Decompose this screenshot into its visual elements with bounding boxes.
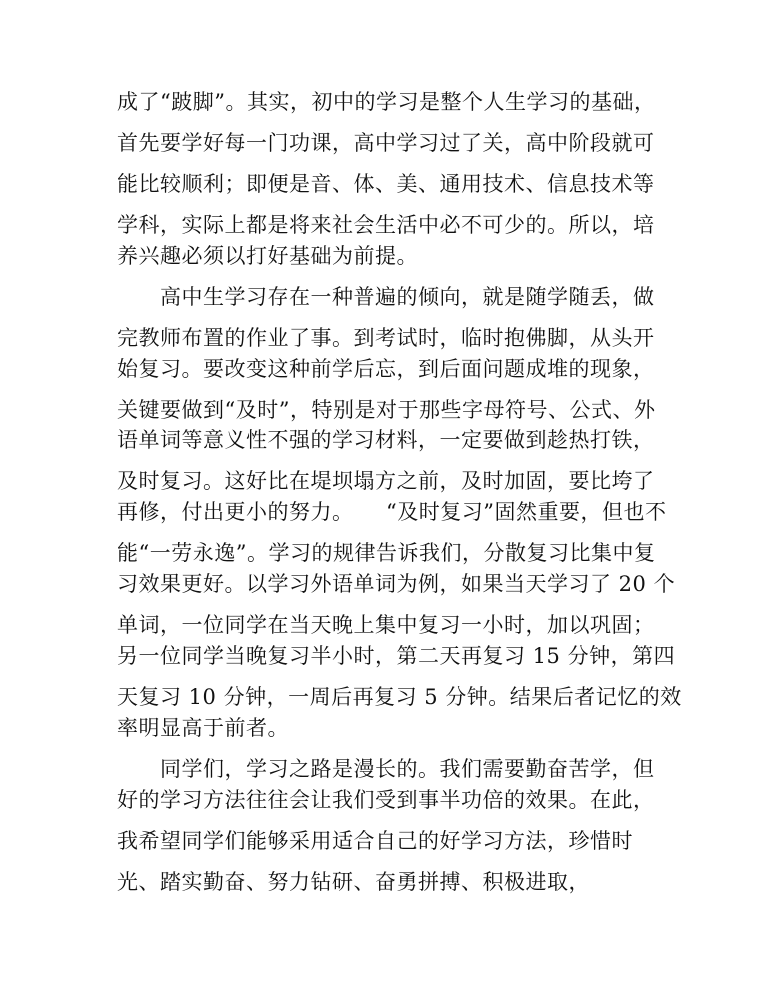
text-line: 光、踏实勤奋、努力钻研、奋勇拼搏、积极进取， [117,870,590,894]
paragraph-start-line: 高中生学习存在一种普遍的倾向，就是随学随丢，做 [117,285,655,309]
text-line: 我希望同学们能够采用适合自己的好学习方法，珍惜时 [117,829,633,853]
text-line: 率明显高于前者。 [117,716,289,740]
text-line: 成了“跛脚”。其实，初中的学习是整个人生学习的基础， [117,90,656,114]
text-line: 学科，实际上都是将来社会生活中必不可少的。所以，培 [117,213,655,237]
text-line: 天复习 10 分钟，一周后再复习 5 分钟。结果后者记忆的效 [117,685,682,709]
text-line: 首先要学好每一门功课，高中学习过了关，高中阶段就可 [117,131,655,155]
text-line: 完教师布置的作业了事。到考试时，临时抱佛脚，从头开 [117,326,655,350]
text-line: 养兴趣必须以打好基础为前提。 [117,244,418,268]
text-line: 始复习。要改变这种前学后忘，到后面问题成堆的现象， [117,357,655,381]
text-line: 关键要做到“及时”，特别是对于那些字母符号、公式、外 [117,398,656,422]
text-line: 单词，一位同学在当天晚上集中复习一小时，加以巩固； [117,613,655,637]
text-line: 能比较顺利；即便是音、体、美、通用技术、信息技术等 [117,172,655,196]
text-line: 另一位同学当晚复习半小时，第二天再复习 15 分钟，第四 [117,644,676,668]
text-line: 语单词等意义性不强的学习材料，一定要做到趁热打铁， [117,428,655,452]
text-line: 好的学习方法往往会让我们受到事半功倍的效果。在此， [117,788,655,812]
text-line: 能“一劳永逸”。学习的规律告诉我们，分散复习比集中复 [117,541,656,565]
text-line: 再修，付出更小的努力。 “及时复习”固然重要，但也不 [117,500,667,524]
paragraph-start-line: 同学们，学习之路是漫长的。我们需要勤奋苦学，但 [117,757,655,781]
text-line: 及时复习。这好比在堤坝塌方之前，及时加固，要比垮了 [117,469,655,493]
text-line: 习效果更好。以学习外语单词为例，如果当天学习了 20 个 [117,572,676,596]
